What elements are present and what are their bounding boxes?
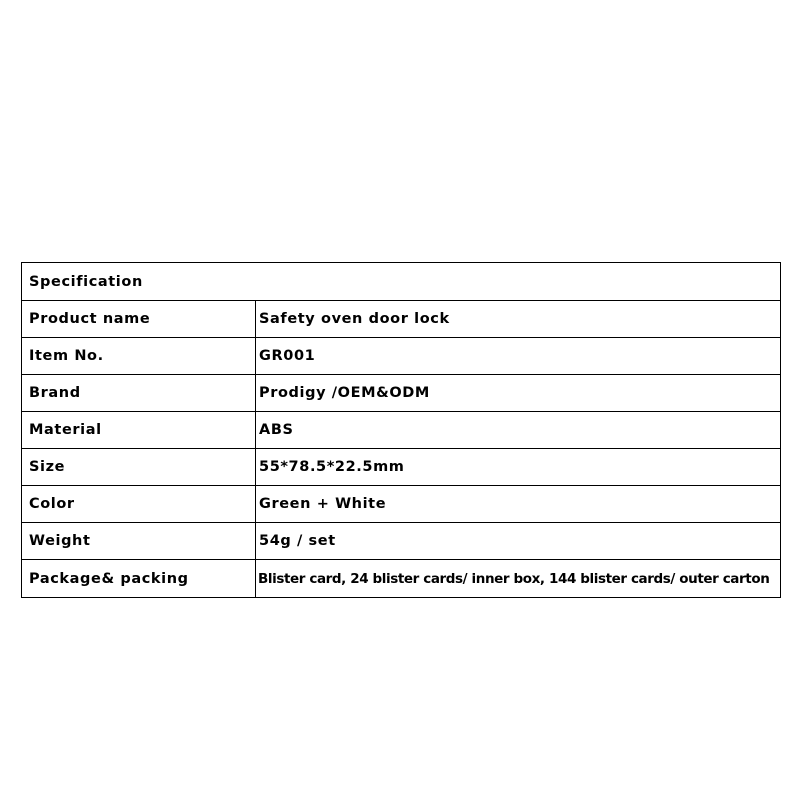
row-value: GR001 bbox=[256, 338, 781, 375]
specification-table bbox=[21, 262, 781, 598]
row-label: Size bbox=[22, 449, 256, 486]
table-row-weight bbox=[22, 523, 781, 560]
row-label: Product name bbox=[22, 301, 256, 338]
row-value: Blister card, 24 blister cards/ inner box, 144 blister cards/ outer carton bbox=[256, 560, 781, 598]
table-row-color bbox=[22, 486, 781, 523]
row-label: Color bbox=[22, 486, 256, 523]
row-label: Material bbox=[22, 412, 256, 449]
row-label: Weight bbox=[22, 523, 256, 560]
table-row-brand bbox=[22, 375, 781, 412]
row-label: Brand bbox=[22, 375, 256, 412]
row-value: Green + White bbox=[256, 486, 781, 523]
row-value: 55*78.5*22.5mm bbox=[256, 449, 781, 486]
row-label: Package& packing bbox=[22, 560, 256, 598]
row-value: Prodigy /OEM&ODM bbox=[256, 375, 781, 412]
table-header-row bbox=[22, 263, 781, 301]
table-row-size bbox=[22, 449, 781, 486]
table-heading: Specification bbox=[22, 263, 781, 301]
table-row-material bbox=[22, 412, 781, 449]
table-row-product-name bbox=[22, 301, 781, 338]
row-label: Item No. bbox=[22, 338, 256, 375]
table-row-item-no bbox=[22, 338, 781, 375]
row-value: 54g / set bbox=[256, 523, 781, 560]
table-row-package bbox=[22, 560, 781, 598]
row-value: ABS bbox=[256, 412, 781, 449]
row-value: Safety oven door lock bbox=[256, 301, 781, 338]
